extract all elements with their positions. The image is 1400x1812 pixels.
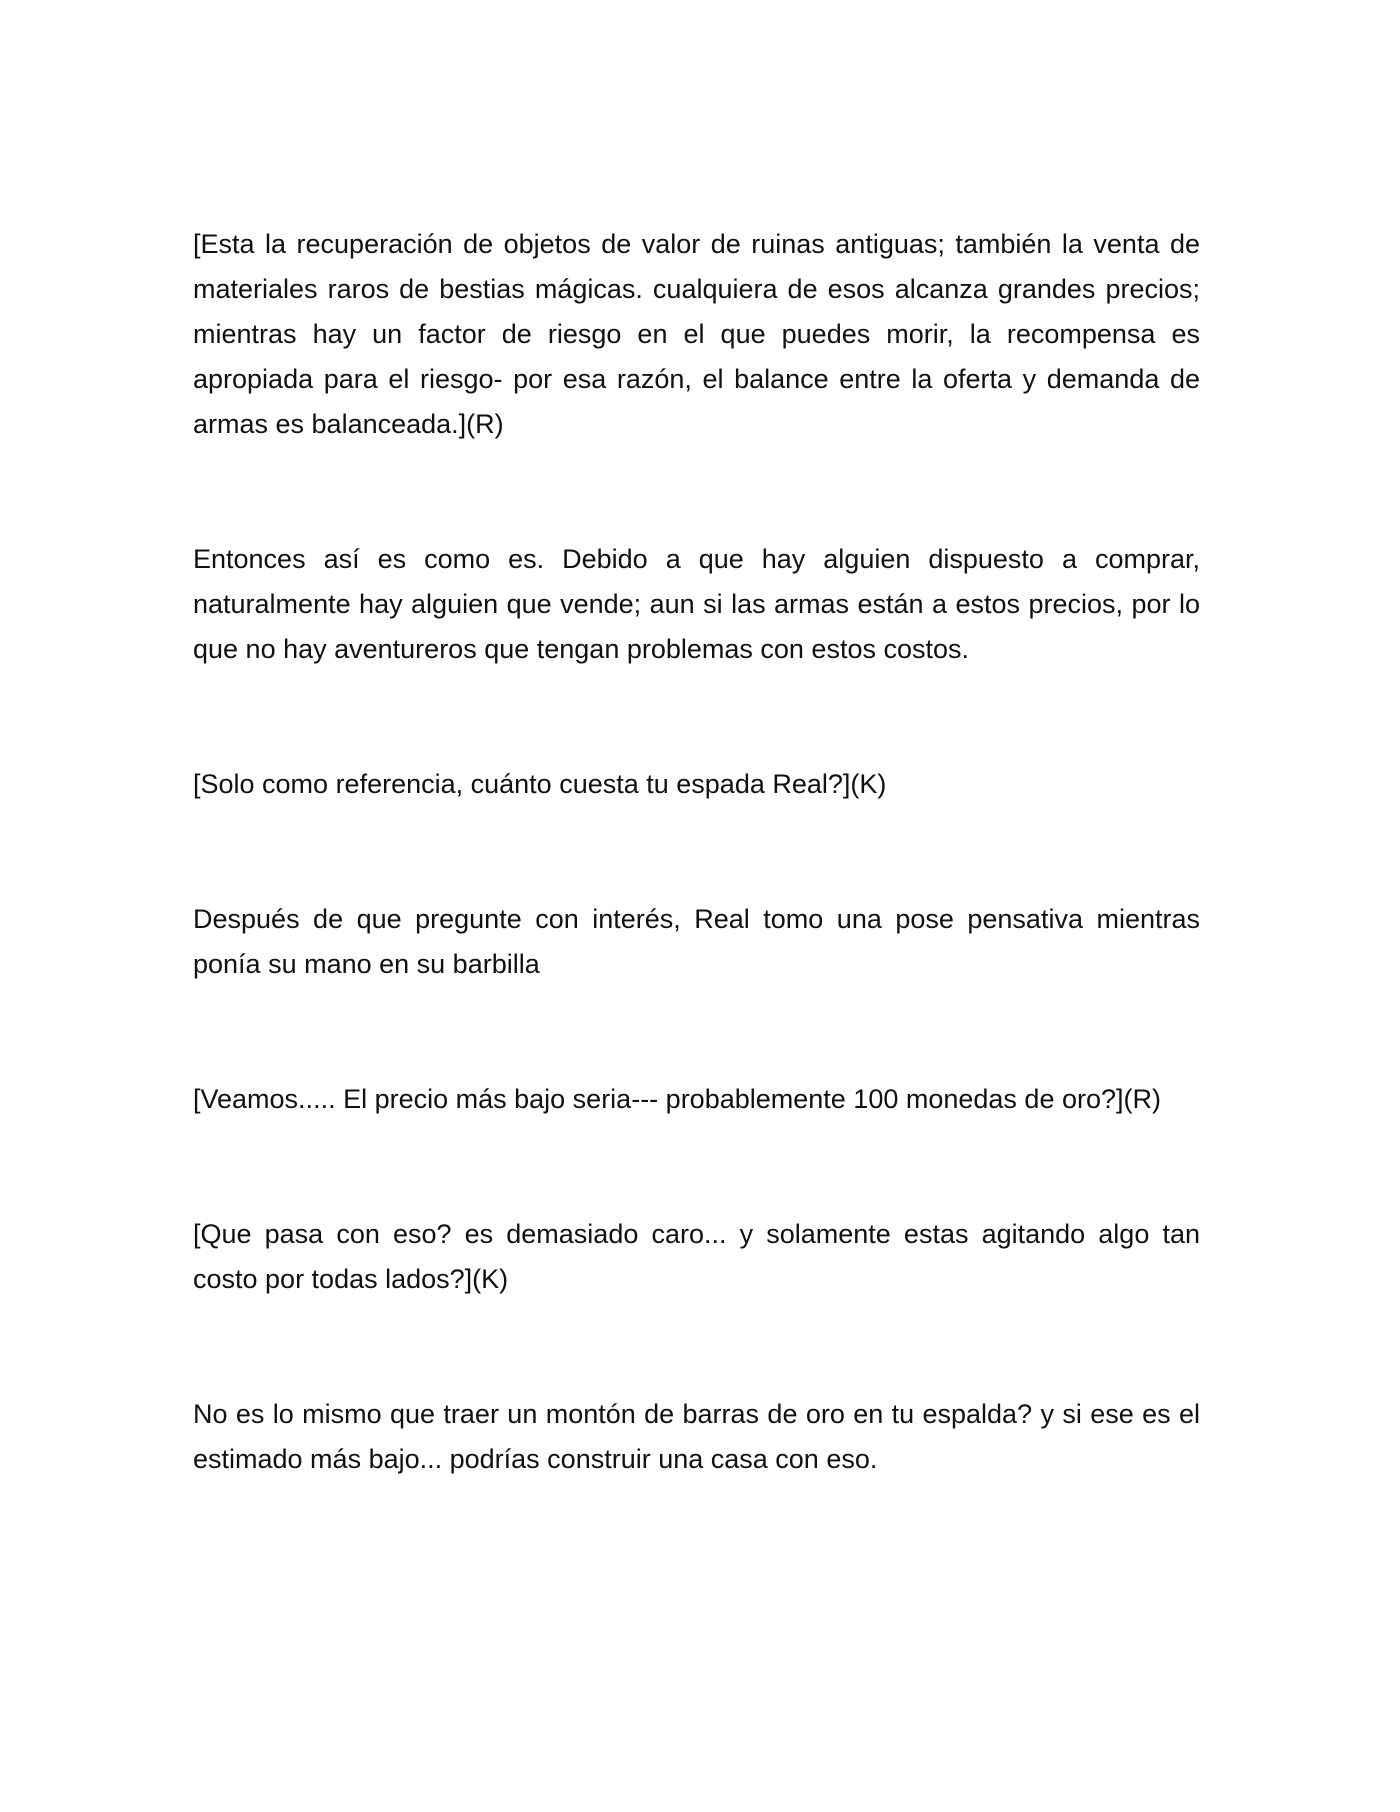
- document-body: [193, 222, 1200, 1482]
- paragraph-5: [Veamos..... El precio más bajo seria--- probablemente 100 monedas de oro?](R): [193, 1084, 1161, 1114]
- paragraph-1: [Esta la recuperación de objetos de valor de ruinas antiguas; también la venta de materiales raros de bestias mágicas. cualquiera de esos alcanza grandes precios; mientras hay un factor de riesgo en el que puedes morir, la recompensa es apropiada para el riesgo- por esa razón, el balance entre la oferta y demanda de armas es balanceada.](R): [193, 229, 1200, 439]
- paragraph-2: Entonces así es como es. Debido a que hay alguien dispuesto a comprar, naturalmente hay alguien que vende; aun si las armas están a estos precios, por lo que no hay aventureros que tengan problemas con estos costos.: [193, 544, 1200, 664]
- paragraph-3: [Solo como referencia, cuánto cuesta tu espada Real?](K): [193, 769, 887, 799]
- paragraph-6: [Que pasa con eso? es demasiado caro... y solamente estas agitando algo tan costo por todas lados?](K): [193, 1219, 1200, 1294]
- paragraph-7: No es lo mismo que traer un montón de barras de oro en tu espalda? y si ese es el estimado más bajo... podrías construir una casa con eso.: [193, 1399, 1200, 1474]
- paragraph-4: Después de que pregunte con interés, Real tomo una pose pensativa mientras ponía su mano en su barbilla: [193, 904, 1200, 979]
